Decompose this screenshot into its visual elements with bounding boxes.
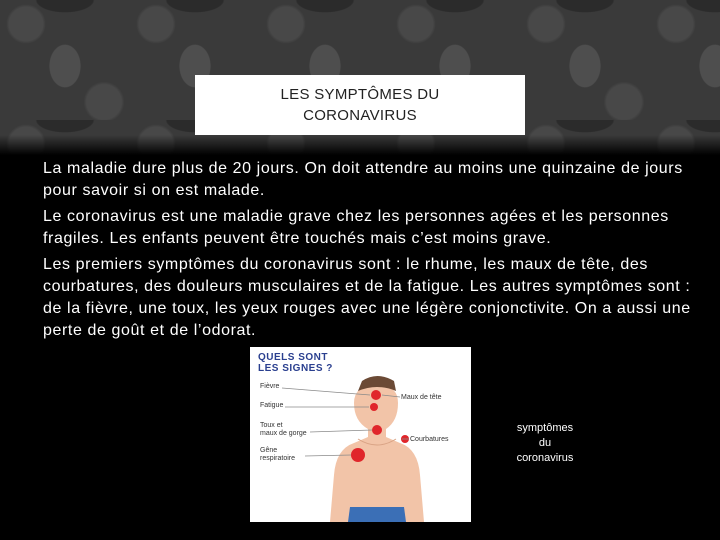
figure-heading-line-1: QUELS SONT bbox=[258, 352, 329, 363]
symptoms-diagram bbox=[250, 347, 471, 522]
pointer-toux bbox=[310, 430, 372, 432]
label-fatigue: Fatigue bbox=[260, 402, 284, 409]
slide-body bbox=[43, 158, 693, 346]
marker-chest bbox=[351, 448, 365, 462]
figure-heading-line-2: LES SIGNES ? bbox=[258, 363, 333, 374]
marker-throat bbox=[372, 425, 382, 435]
label-gene-line-2: respiratoire bbox=[260, 455, 296, 462]
caption-line-2: du bbox=[538, 437, 552, 449]
marker-forehead bbox=[370, 403, 378, 411]
slide-title-line-2: CORONAVIRUS bbox=[303, 107, 417, 124]
label-fievre: Fièvre bbox=[260, 383, 280, 390]
slide-title-line-1: LES SYMPTÔMES DU bbox=[280, 86, 440, 103]
body-paragraph: Le coronavirus est une maladie grave chez les personnes agées et les personnes fragiles. Les enfants peuvent être touchés mais c’est moins grave. bbox=[43, 208, 669, 247]
label-toux-line-2: maux de gorge bbox=[260, 430, 307, 437]
label-courbatures: Courbatures bbox=[410, 436, 449, 443]
body-paragraph: La maladie dure plus de 20 jours. On doit attendre au moins une quinzaine de jours pour savoir si on est malade. bbox=[43, 160, 683, 199]
slide-title-box bbox=[195, 75, 525, 135]
image-caption bbox=[500, 421, 590, 466]
label-maux-tete: Maux de tête bbox=[401, 394, 442, 401]
shorts bbox=[348, 507, 406, 522]
caption-line-3: coronavirus bbox=[516, 452, 574, 464]
pointer-fievre bbox=[282, 388, 370, 395]
label-gene-line-1: Gêne bbox=[260, 447, 278, 454]
label-toux-line-1: Toux et bbox=[260, 422, 283, 429]
symptoms-illustration bbox=[250, 347, 471, 522]
caption-line-1: symptômes bbox=[516, 422, 574, 434]
marker-head bbox=[371, 390, 381, 400]
body-paragraph: Les premiers symptômes du coronavirus sont : le rhume, les maux de tête, des courbatures, des douleurs musculaires et de la fatigue. Les autres symptômes sont : de la fièvre, une toux, les yeux rouges avec une légère conjonctivite. On a aussi une perte de goût et de l’odorat. bbox=[43, 256, 691, 339]
